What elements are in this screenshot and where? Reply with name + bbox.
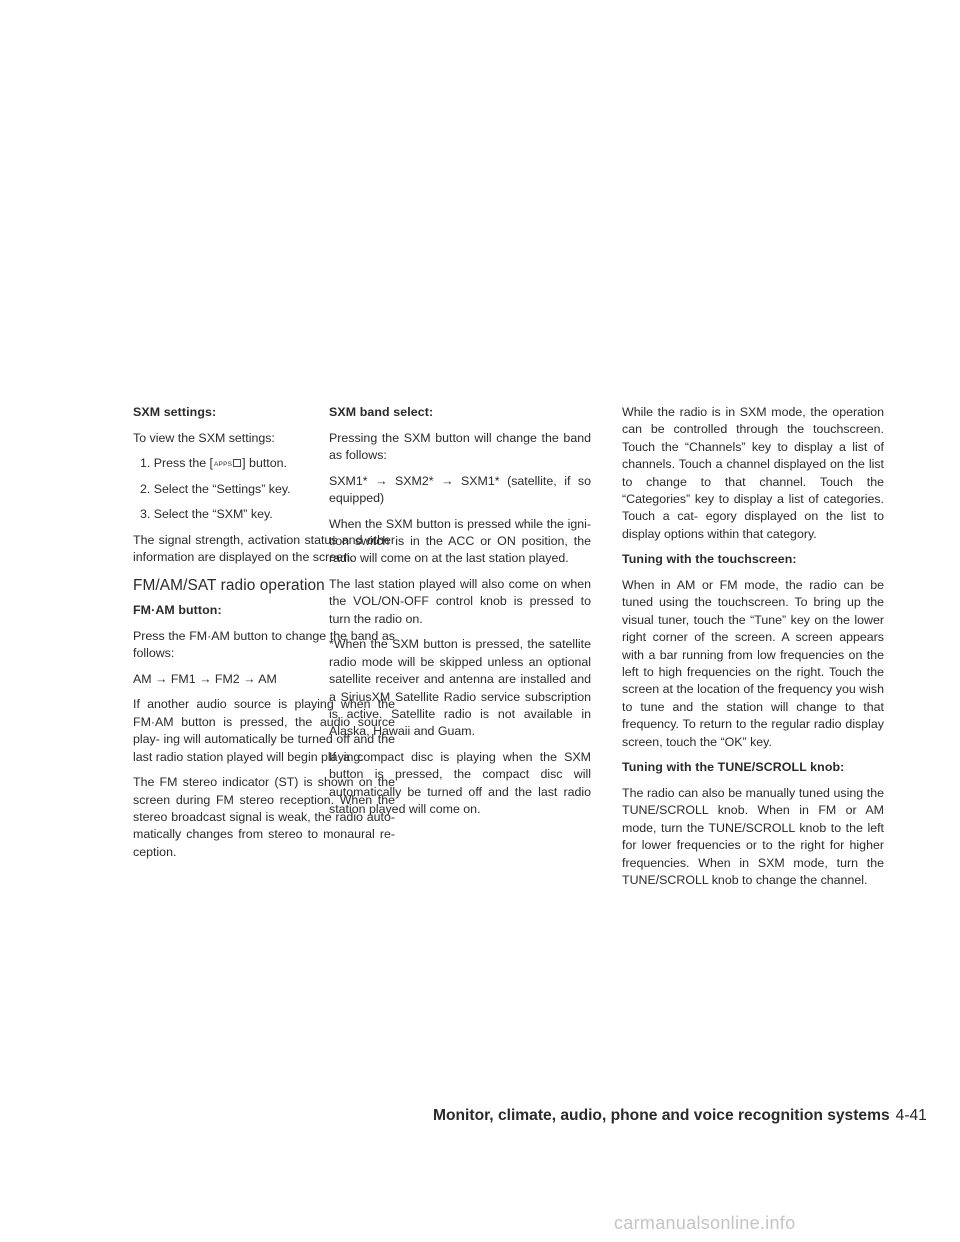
other-audio-text: If another audio source is playing when the FM·AM button is pressed, the audio source play- ing will automatically be turned off and the last radio station played will begin playing. — [133, 697, 395, 764]
fmam-text: Press the FM·AM button to change the band as follows: — [133, 628, 395, 661]
page-number: 4-41 — [895, 1107, 927, 1124]
touchscreen-heading: Tuning with the touchscreen: — [622, 552, 797, 567]
section-title: FM/AM/SAT radio operation — [133, 576, 325, 594]
fmam-sequence: AM → FM1 → FM2 → AM — [133, 671, 277, 686]
compact-disc-text: If a compact disc is playing when the SXM button is pressed, the compact disc will automatically be turned off and the last radio station played will come on. — [329, 750, 591, 817]
band-select-heading: SXM band select: — [329, 405, 434, 419]
page-footer — [433, 1107, 927, 1125]
signal-info-text: The signal strength, activation status and other information are displayed on the screen. — [133, 532, 395, 565]
apps-button-icon — [214, 459, 241, 468]
watermark: carmanualsonline.info — [614, 1213, 796, 1233]
band-sequence: SXM1* → SXM2* → SXM1* (satellite, if so equipped) — [329, 473, 591, 505]
knob-heading: Tuning with the TUNE/SCROLL knob: — [622, 760, 845, 775]
sxm-settings-intro: To view the SXM settings: — [133, 430, 275, 445]
touchscreen-text: When in AM or FM mode, the radio can be tuned using the touchscreen. To bring up the visual tuner, touch the “Tune” key on the lower right corner of the screen. A screen appears with a bar running from low frequencies on the left to high frequencies on the right. Touch the screen at the location of the frequency you wish to tune and the station will change to that frequency. To return to the regular radio display screen, touch the “OK” key. — [622, 578, 884, 749]
knob-text: The radio can also be manually tuned using the TUNE/SCROLL knob. When in FM or AM mode, turn the TUNE/SCROLL knob to the left for lower frequencies or to the right for higher frequencies. When in SXM mode, turn the TUNE/SCROLL knob to change the channel. — [622, 785, 884, 887]
step-1-before: 1. Press the [ — [140, 456, 214, 471]
apps-icon-label: APPS — [214, 461, 233, 469]
fmam-heading: FM·AM button: — [133, 603, 222, 618]
step-2: 2. Select the “Settings” key. — [140, 481, 291, 496]
ignition-text: When the SXM button is pressed while the igni- tion switch is in the ACC or ON position, the radio will come on at the last station played. — [329, 516, 591, 566]
sxm-mode-text: While the radio is in SXM mode, the operation can be controlled through the touchscreen. Touch the “Channels” key to display a list of channels. Touch a channel displayed on the list to change to that channel. Touch the “Categories” key to display a list of categories. Touch a cat- egory displayed on the list to display options within that category. — [622, 405, 884, 541]
step-1-after: ] button. — [242, 456, 287, 471]
stereo-indicator-text: The FM stereo indicator (ST) is shown on the screen during FM stereo reception. When the stereo broadcast signal is weak, the radio auto- matically changes from stereo to monaural re- ception. — [133, 775, 395, 859]
sxm-settings-heading: SXM settings: — [133, 405, 217, 419]
column-2 — [329, 404, 591, 827]
last-station-text: The last station played will also come on when the VOL/ON-OFF control knob is pressed to turn the radio on. — [329, 577, 591, 626]
footer-section-name: Monitor, climate, audio, phone and voice recognition systems — [433, 1107, 890, 1124]
band-select-text: Pressing the SXM button will change the band as follows: — [329, 430, 591, 462]
column-3 — [622, 404, 884, 898]
satellite-footnote: *When the SXM button is pressed, the satellite radio mode will be skipped unless an optional satellite receiver and antenna are installed and a SiriusXM Satellite Radio service subscription is active. Satellite radio is not available in Alaska, Hawaii and Guam. — [329, 637, 591, 739]
step-3: 3. Select the “SXM” key. — [140, 507, 273, 522]
apps-icon-square — [233, 459, 241, 467]
